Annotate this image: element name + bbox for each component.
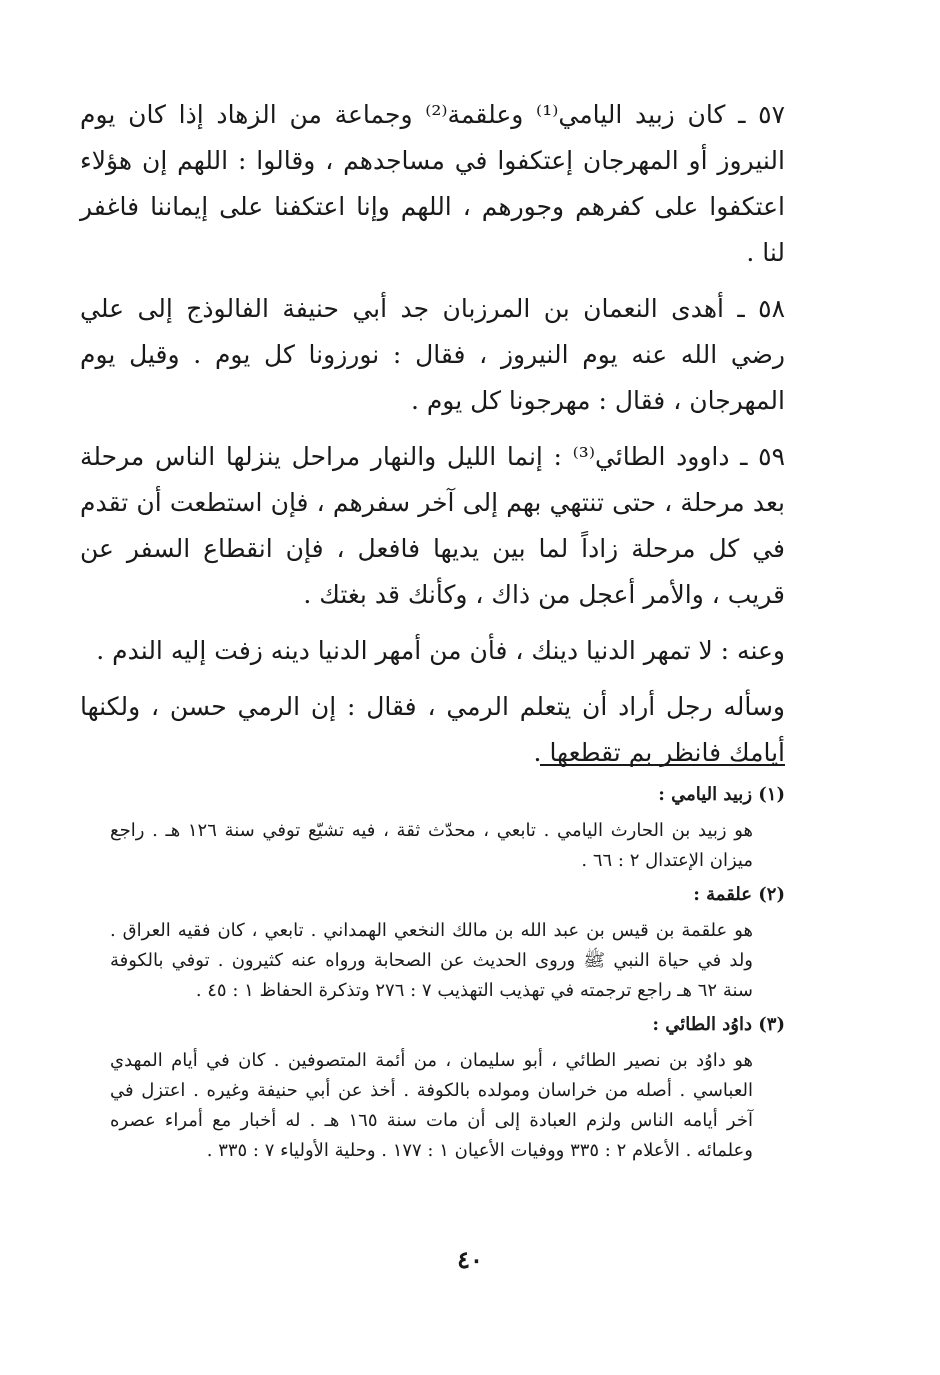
footnote-2-heading: (٢) علقمة : [693,884,785,905]
footnote-2-body: هو علقمة بن قيس بن عبد الله بن مالك النخعي الهمداني . تابعي ، كان فقيه العراق . ولد في حياة النبي ﷺ وروى الحديث عن الصحابة ورواه عنه كثيرون . توفي بالكوفة سنة ٦٢ هـ راجع ترجمته في تهذيب التهذيب ٧ : ٢٧٦ وتذكرة الحفاظ ١ : ٤٥ . [110,920,753,1001]
footnote-3-heading: (٣) داوُد الطائي : [652,1014,785,1035]
paragraph-59: ٥٩ ـ داوود الطائي⁽³⁾ : إنما الليل والنهار مراحل ينزلها الناس مرحلة بعد مرحلة ، حتى تنتهي بهم إلى آخر سفرهم ، فإن استطعت أن تقدم في كل مرحلة زاداً لما بين يديها فافعل ، فإن انقطاع السفر عن قريب ، والأمر أعجل من ذاك ، وكأنك قد بغتك . [80,442,785,609]
footnote-1-heading: (١) زبيد اليامي : [658,784,785,805]
page-body [80,92,785,1161]
page-number: ٤٠ [457,1245,483,1274]
footnotes [80,780,785,1170]
footnote-1-body: هو زبيد بن الحارث اليامي . تابعي ، محدّث ثقة ، فيه تشيّع توفي سنة ١٢٦ هـ . راجع ميزان الإعتدال ٢ : ٦٦ . [110,820,754,871]
footnote-3-body: هو داوُد بن نصير الطائي ، أبو سليمان ، من أئمة المتصوفين . كان في أيام المهدي العباسي . أصله من خراسان ومولده بالكوفة . أخذ عن أبي حنيفة وغيره . اعتزل في آخر أيامه الناس ولزم العبادة إلى أن مات سنة ١٦٥ هـ . له أخبار مع أمراء عصره وعلمائه . الأعلام ٢ : ٣٣٥ ووفيات الأعيان ١ : ١٧٧ . وحلية الأولياء ٧ : ٣٣٥ . [110,1050,753,1161]
paragraph-dawud-saying-2: وسأله رجل أراد أن يتعلم الرمي ، فقال : إن الرمي حسن ، ولكنها أيامك فانظر بم تقطعها . [80,692,785,767]
paragraph-57: ٥٧ ـ كان زبيد اليامي⁽¹⁾ وعلقمة⁽²⁾ وجماعة من الزهاد إذا كان يوم النيروز أو المهرجان إعتكفوا في مساجدهم ، وقالوا : اللهم إن هؤلاء اعتكفوا على كفرهم وجورهم ، اللهم وإنا اعتكفنا على إيماننا فاغفر لنا . [80,100,785,267]
paragraph-58: ٥٨ ـ أهدى النعمان بن المرزبان جد أبي حنيفة الفالوذج إلى علي رضي الله عنه يوم النيروز ، فقال : نورزونا كل يوم . وقيل يوم المهرجان ، فقال : مهرجونا كل يوم . [80,294,785,415]
footnote-separator [540,764,785,766]
paragraph-dawud-saying-1: وعنه : لا تمهر الدنيا دينك ، فأن من أمهر الدنيا دينه زفت إليه الندم . [96,636,785,665]
